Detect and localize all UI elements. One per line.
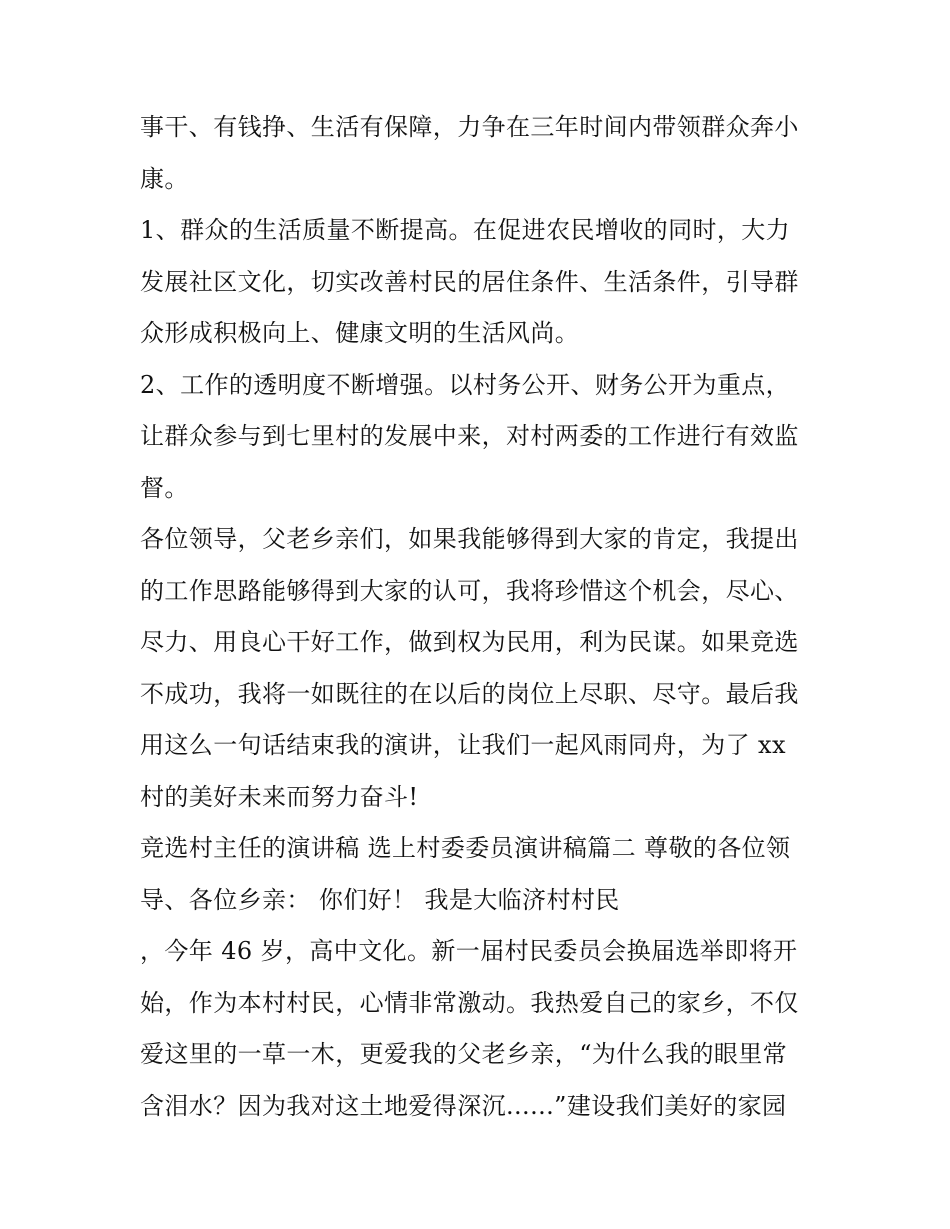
text-line: 尽力、用良心干好工作，做到权为民用，利为民谋。如果竞选 (140, 628, 799, 656)
text-line: 2、工作的透明度不断增强。以村务公开、财务公开为重点， (140, 370, 791, 399)
text-line: ，今年 46 岁，高中文化。新一届村民委员会换届选举即将开 (140, 937, 798, 965)
text-line: 的工作思路能够得到大家的认可，我将珍惜这个机会，尽心、 (140, 576, 799, 605)
text-line: 发展社区文化，切实改善村民的居住条件、生活条件，引导群 (140, 267, 799, 296)
text-line: 众形成积极向上、健康文明的生活风尚。 (140, 319, 580, 347)
text-line: 事干、有钱挣、生活有保障，力争在三年时间内带领群众奔小 (140, 113, 799, 141)
text-line: 督。 (140, 473, 189, 502)
text-line: 1、群众的生活质量不断提高。在促进农民增收的同时，大力 (140, 216, 791, 244)
text-line: 各位领导，父老乡亲们，如果我能够得到大家的肯定，我提出 (140, 525, 799, 553)
text-line: 爱这里的一草一木，更爱我的父老乡亲，“为什么我的眼里常 (140, 1040, 788, 1068)
text-line: 含泪水？因为我对这土地爱得深沉......”建设我们美好的家园 (140, 1091, 787, 1120)
text-line: 让群众参与到七里村的发展中来，对村两委的工作进行有效监 (140, 422, 799, 450)
text-line: 始，作为本村村民，心情非常激动。我热爱自己的家乡，不仅 (140, 988, 799, 1017)
text-line: 竞选村主任的演讲稿 选上村委委员演讲稿篇二 尊敬的各位领 (140, 834, 791, 862)
text-line: 导、各位乡亲： 你们好！ 我是大临济村村民 (140, 885, 620, 914)
text-line: 村的美好未来而努力奋斗! (140, 782, 419, 811)
document-body (140, 102, 820, 1132)
text-line: 康。 (140, 164, 189, 193)
text-line: 用这么一句话结束我的演讲，让我们一起风雨同舟，为了 xx (140, 731, 786, 759)
text-line: 不成功，我将一如既往的在以后的岗位上尽职、尽守。最后我 (140, 679, 799, 708)
